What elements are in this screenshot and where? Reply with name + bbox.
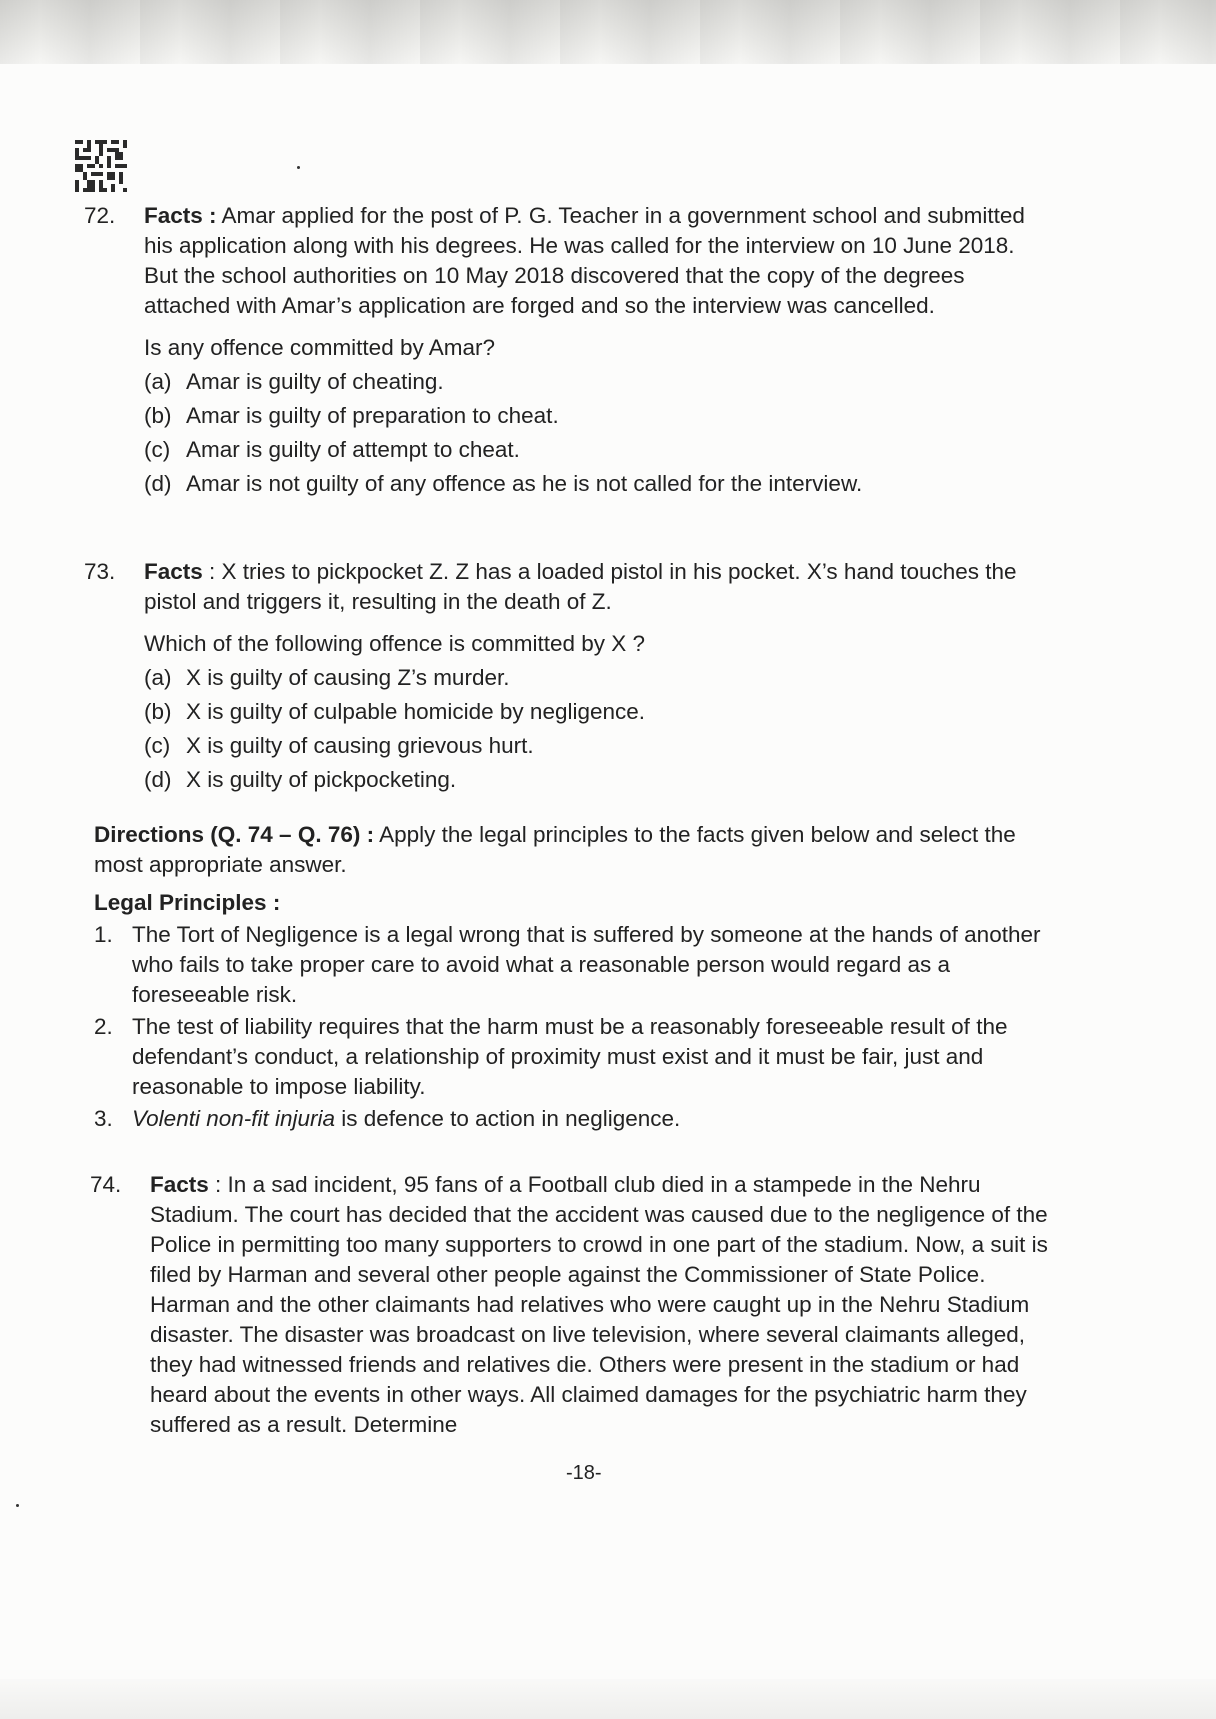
option-text: X is guilty of causing Z’s murder. [186, 665, 510, 690]
scan-bottom-edge [0, 1679, 1216, 1719]
question-number: 72. [84, 203, 116, 228]
option-label: (b) [144, 403, 172, 428]
option-label: (d) [144, 767, 172, 792]
principle-latin-term: Volenti non-fit injuria [132, 1106, 336, 1131]
option-a [144, 663, 1044, 693]
option-label: (c) [144, 437, 171, 462]
principle-number: 2. [94, 1014, 113, 1039]
scan-top-edge [0, 0, 1216, 64]
option-text: X is guilty of culpable homicide by negligence. [186, 699, 646, 724]
page-number: -18- [566, 1462, 602, 1484]
facts-label: Facts [150, 1172, 209, 1197]
principle-number: 3. [94, 1106, 113, 1131]
question-74 [90, 1170, 1048, 1440]
question-facts [144, 557, 1044, 617]
facts-text: : X tries to pickpocket Z. Z has a loaded pistol in his pocket. X’s hand touches the pistol and triggers it, resulting in the death of Z. [144, 559, 1017, 614]
principle-text: is defence to action in negligence. [335, 1106, 681, 1131]
question-number: 73. [84, 559, 116, 584]
directions-label: Directions (Q. 74 – Q. 76) : [94, 822, 375, 847]
facts-label: Facts : [144, 203, 217, 228]
option-d [144, 765, 1044, 795]
option-b [144, 697, 1044, 727]
question-stem: Which of the following offence is committed by X ? [144, 631, 646, 656]
option-text: Amar is not guilty of any offence as he is not called for the interview. [186, 471, 863, 496]
option-label: (a) [144, 665, 172, 690]
option-label: (b) [144, 699, 172, 724]
legal-principle-1 [94, 920, 1044, 1010]
qr-code-icon [75, 140, 127, 192]
option-d [144, 469, 1044, 499]
principle-number: 1. [94, 922, 113, 947]
option-label: (d) [144, 471, 172, 496]
scan-speck [16, 1504, 19, 1507]
option-b [144, 401, 1044, 431]
scan-speck [297, 166, 300, 169]
question-stem: Is any offence committed by Amar? [144, 335, 496, 360]
legal-principles-heading: Legal Principles : [94, 890, 281, 915]
option-c [144, 731, 1044, 761]
option-text: X is guilty of pickpocketing. [186, 767, 457, 792]
option-text: Amar is guilty of attempt to cheat. [186, 437, 520, 462]
legal-principle-2 [94, 1012, 1044, 1102]
question-number: 74. [90, 1172, 122, 1197]
option-a [144, 367, 1044, 397]
facts-text: Amar applied for the post of P. G. Teacher in a government school and submitted his application along with his degrees. He was called for the interview on 10 June 2018. But the school authorities on 10 May 2018 discovered that the copy of the degrees attached with Amar’s application are forged and so the interview was cancelled. [144, 203, 1025, 318]
legal-principle-3 [94, 1104, 1044, 1134]
option-text: Amar is guilty of preparation to cheat. [186, 403, 559, 428]
question-73 [84, 557, 1044, 795]
directions-block [94, 820, 1044, 1134]
question-facts [150, 1170, 1048, 1440]
option-c [144, 435, 1044, 465]
question-72 [84, 201, 1044, 499]
directions-text [94, 820, 1044, 880]
principle-text: The Tort of Negligence is a legal wrong that is suffered by someone at the hands of another who fails to take proper care to avoid what a reasonable person would regard as a foreseeable risk. [132, 922, 1041, 1007]
principle-text: The test of liability requires that the harm must be a reasonably foreseeable result of the defendant’s conduct, a relationship of proximity must exist and it must be fair, just and reasonable to impose liability. [132, 1014, 1008, 1099]
option-label: (c) [144, 733, 171, 758]
facts-label: Facts [144, 559, 203, 584]
option-text: X is guilty of causing grievous hurt. [186, 733, 534, 758]
option-text: Amar is guilty of cheating. [186, 369, 444, 394]
directions-body: Apply the legal principles to the facts given below and select the most appropriate answer. [94, 822, 1016, 877]
option-label: (a) [144, 369, 172, 394]
question-facts [144, 201, 1044, 321]
facts-text: : In a sad incident, 95 fans of a Football club died in a stampede in the Nehru Stadium. The court has decided that the accident was caused due to the negligence of the Police in permitting too many supporters to crowd in one part of the stadium. Now, a suit is filed by Harman and several other people against the Commissioner of State Police. Harman and the other claimants had relatives who were caught up in the Nehru Stadium disaster. The disaster was broadcast on live television, where several claimants alleged, they had witnessed friends and relatives die. Others were present in the stadium or had heard about the events in other ways. All claimed damages for the psychiatric harm they suffered as a result. Determine [150, 1172, 1048, 1437]
